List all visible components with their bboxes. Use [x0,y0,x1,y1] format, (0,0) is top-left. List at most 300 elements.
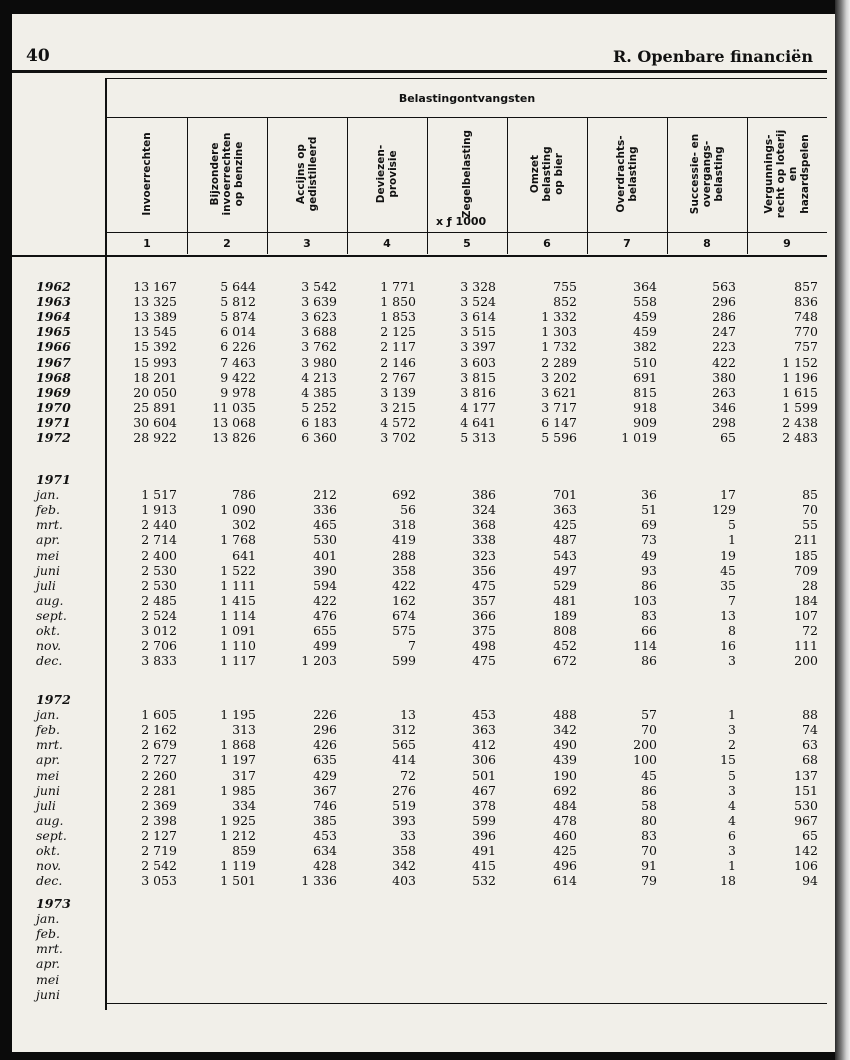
table-cell: 2 369 [141,797,177,813]
table-cell: 51 [641,502,657,518]
table-cell: 16 [720,638,736,654]
row-label: juli [36,577,56,593]
column-divider [747,118,748,254]
table-cell: 1 196 [782,369,818,385]
column-label: Invoerrechten [141,132,153,216]
table-cell: 3 623 [301,309,337,325]
table-cell: 85 [802,487,818,503]
table-cell: 6 014 [220,324,256,340]
table-cell: 6 360 [301,430,337,445]
table-cell: 66 [641,623,657,638]
column-divider [507,118,508,254]
table-cell: 68 [802,752,818,768]
table-cell: 30 604 [133,414,177,430]
table-cell: 358 [392,843,416,858]
table-cell: 211 [794,532,818,548]
table-cell: 342 [392,858,416,874]
column-header-1 [107,118,187,230]
column-number: 1 [143,237,151,250]
column-label: Vergunnings- recht op loterij en hazardspelen [763,129,811,219]
row-label: 1972 [36,430,71,445]
table-cell: 691 [633,369,657,385]
table-cell: 501 [472,767,496,783]
table-cell: 2 146 [380,354,416,370]
column-header-9 [747,118,827,230]
table-cell: 530 [313,532,337,548]
table-cell: 247 [712,324,736,340]
table-cell: 5 812 [220,294,256,310]
row-label: mrt. [36,737,63,753]
table-cell: 336 [313,502,337,518]
table-cell: 453 [472,707,496,723]
table-cell: 3 603 [460,354,496,370]
row-label: apr. [36,752,61,768]
table-cell: 475 [472,577,496,593]
row-label: 1970 [36,399,71,415]
column-label: Zegelbelasting [461,129,473,219]
column-label: Omzet belasting op bier [529,146,565,202]
table-cell: 4 572 [380,414,416,430]
table-cell: 6 183 [301,414,337,430]
table-cell: 414 [392,752,416,768]
column-label: Accijns op gedistilleerd [295,136,319,212]
row-label: mei [36,547,60,563]
table-cell: 510 [633,354,657,370]
table-cell: 3 833 [141,653,177,669]
table-cell: 425 [553,843,577,858]
top-rule [12,70,827,73]
column-number: 8 [703,237,711,250]
table-cell: 1 771 [380,279,416,294]
column-number: 6 [543,237,551,250]
table-cell: 465 [313,517,337,533]
table-cell: 200 [794,653,818,669]
row-label: okt. [36,843,61,858]
table-cell: 226 [313,707,337,723]
table-cell: 478 [553,812,577,828]
table-cell: 17 [720,487,736,503]
table-cell: 212 [313,487,337,503]
table-cell: 918 [633,399,657,415]
table-cell: 746 [313,797,337,813]
table-cell: 2 289 [541,354,577,370]
page-edge-shadow [835,0,850,1060]
table-cell: 70 [641,843,657,858]
table-cell: 5 313 [460,430,496,445]
table-cell: 19 [720,547,736,563]
table-cell: 1 605 [141,707,177,723]
table-cell: 7 [408,638,416,654]
column-divider [667,118,668,254]
row-label: juni [36,562,60,578]
table-cell: 114 [633,638,657,654]
table-cell: 142 [794,843,818,858]
table-cell: 1 850 [380,294,416,310]
table-cell: 2 485 [141,592,177,608]
table-cell: 425 [553,517,577,533]
table-cell: 1 517 [141,487,177,503]
table-cell: 755 [553,279,577,294]
table-cell: 18 [720,873,736,889]
column-number: 9 [783,237,791,250]
table-cell: 3 [728,843,736,858]
table-cell: 487 [553,532,577,548]
table-cell: 56 [400,502,416,518]
table-cell: 70 [641,722,657,738]
row-label: 1971 [36,414,71,430]
table-cell: 1 522 [220,562,256,578]
column-label: Bijzondere invoerrechten op benzine [209,132,245,216]
table-cell: 88 [802,707,818,723]
table-cell: 1 868 [220,737,256,753]
table-cell: 288 [392,547,416,563]
table-cell: 6 147 [541,414,577,430]
table-cell: 28 922 [133,430,177,445]
table-cell: 6 226 [220,339,256,355]
table-cell: 33 [400,827,416,843]
table-cell: 1 019 [621,430,657,445]
column-number: 7 [623,237,631,250]
row-label: feb. [36,722,60,738]
column-label: Successie- en overgangs- belasting [689,133,725,215]
table-cell: 2 530 [141,562,177,578]
table-cell: 429 [313,767,337,783]
row-label: 1966 [36,339,71,355]
row-label: dec. [36,873,63,889]
table-cell: 1 336 [301,873,337,889]
table-cell: 5 596 [541,430,577,445]
row-label: sept. [36,827,67,843]
row-label: apr. [36,532,61,548]
column-divider [427,118,428,254]
table-cell: 422 [712,354,736,370]
table-cell: 45 [641,767,657,783]
row-label: juni [36,782,60,798]
table-cell: 111 [794,638,818,654]
table-cell: 7 463 [220,354,256,370]
table-cell: 3 524 [460,294,496,310]
table-cell: 151 [794,782,818,798]
table-cell: 2 719 [141,843,177,858]
table-cell: 836 [794,294,818,310]
table-cell: 15 993 [133,354,177,370]
table-cell: 530 [794,797,818,813]
unit-label: x ƒ 1000 [436,215,487,228]
table-cell: 563 [712,279,736,294]
table-cell: 72 [802,623,818,638]
table-cell: 72 [400,767,416,783]
table-cell: 1 925 [220,812,256,828]
table-cell: 1 203 [301,653,337,669]
document-page [12,14,835,1052]
table-cell: 490 [553,737,577,753]
table-cell: 422 [313,592,337,608]
table-cell: 86 [641,577,657,593]
table-cell: 1 303 [541,324,577,340]
table-cell: 200 [633,737,657,753]
table-cell: 412 [472,737,496,753]
row-label: 1965 [36,324,71,340]
table-cell: 2 679 [141,737,177,753]
table-cell: 2 767 [380,369,416,385]
table-cell: 375 [472,623,496,638]
table-cell: 13 545 [133,324,177,340]
row-label: feb. [36,502,60,518]
table-cell: 3 702 [380,430,416,445]
table-cell: 519 [392,797,416,813]
table-cell: 20 050 [133,384,177,400]
table-cell: 1 195 [220,707,256,723]
table-cell: 74 [802,722,818,738]
table-cell: 419 [392,532,416,548]
table-cell: 594 [313,577,337,593]
table-cell: 15 [720,752,736,768]
column-number: 5 [463,237,471,250]
table-cell: 3 980 [301,354,337,370]
table-cell: 356 [472,562,496,578]
table-cell: 475 [472,653,496,669]
table-cell: 385 [313,812,337,828]
table-cell: 4 [728,797,736,813]
table-cell: 9 978 [220,384,256,400]
table-cell: 1 615 [782,384,818,400]
table-cell: 58 [641,797,657,813]
table-cell: 13 389 [133,309,177,325]
section-year-heading: 1972 [36,692,71,707]
table-cell: 426 [313,737,337,753]
table-cell: 15 392 [133,339,177,355]
table-cell: 28 [802,577,818,593]
table-cell: 390 [313,562,337,578]
table-cell: 3 762 [301,339,337,355]
table-cell: 641 [232,547,256,563]
table-cell: 3 397 [460,339,496,355]
table-cell: 65 [720,430,736,445]
table-cell: 1 114 [220,607,256,623]
row-label: 1967 [36,354,71,370]
table-cell: 614 [553,873,577,889]
table-cell: 1 111 [220,577,256,593]
table-cell: 2 400 [141,547,177,563]
table-cell: 276 [392,782,416,798]
table-cell: 306 [472,752,496,768]
row-label: nov. [36,638,62,654]
table-cell: 3 202 [541,369,577,385]
table-cell: 2 281 [141,782,177,798]
table-cell: 692 [392,487,416,503]
table-cell: 2 542 [141,858,177,874]
table-cell: 2 714 [141,532,177,548]
table-cell: 1 415 [220,592,256,608]
table-cell: 378 [472,797,496,813]
table-cell: 4 641 [460,414,496,430]
table-cell: 565 [392,737,416,753]
table-cell: 3 [728,782,736,798]
table-cell: 13 [400,707,416,723]
row-label: mrt. [36,517,63,533]
table-cell: 4 385 [301,384,337,400]
table-cell: 45 [720,562,736,578]
table-cell: 1 119 [220,858,256,874]
table-cell: 63 [802,737,818,753]
table-cell: 2 260 [141,767,177,783]
table-cell: 324 [472,502,496,518]
section-year-heading: 1971 [36,472,71,487]
table-cell: 1 [728,858,736,874]
table-cell: 382 [633,339,657,355]
table-cell: 2 125 [380,324,416,340]
table-cell: 757 [794,339,818,355]
column-divider [187,118,188,254]
table-cell: 129 [712,502,736,518]
table-cell: 13 826 [212,430,256,445]
table-cell: 2 483 [782,430,818,445]
group-header: Belastingontvangsten [398,92,536,105]
header-rule-top [107,78,827,79]
table-cell: 748 [794,309,818,325]
table-cell: 496 [553,858,577,874]
table-cell: 5 [728,767,736,783]
table-cell: 302 [232,517,256,533]
table-cell: 79 [641,873,657,889]
row-label: juli [36,797,56,813]
column-header-5 [427,118,507,230]
table-cell: 599 [392,653,416,669]
table-cell: 36 [641,487,657,503]
table-cell: 106 [794,858,818,874]
table-cell: 3 815 [460,369,496,385]
table-cell: 422 [392,577,416,593]
table-cell: 3 328 [460,279,496,294]
table-cell: 1 091 [220,623,256,638]
table-cell: 3 621 [541,384,577,400]
table-cell: 5 644 [220,279,256,294]
table-cell: 334 [232,797,256,813]
table-cell: 35 [720,577,736,593]
number-row-rule-top [107,232,827,233]
table-cell: 1 332 [541,309,577,325]
column-label: Overdrachts- belasting [615,135,639,213]
table-cell: 346 [712,399,736,415]
table-cell: 103 [633,592,657,608]
table-cell: 317 [232,767,256,783]
table-cell: 57 [641,707,657,723]
table-cell: 83 [641,607,657,623]
table-cell: 2 162 [141,722,177,738]
table-cell: 3 639 [301,294,337,310]
column-divider [347,118,348,254]
table-cell: 4 213 [301,369,337,385]
column-label: Deviezen- provisie [375,144,399,204]
table-cell: 1 117 [220,653,256,669]
table-cell: 80 [641,812,657,828]
table-cell: 189 [553,607,577,623]
table-cell: 2 398 [141,812,177,828]
table-cell: 223 [712,339,736,355]
table-cell: 403 [392,873,416,889]
row-label: 1964 [36,309,71,325]
table-cell: 86 [641,782,657,798]
table-cell: 185 [794,547,818,563]
column-header-7 [587,118,667,230]
table-cell: 439 [553,752,577,768]
row-label: jan. [36,487,60,503]
table-cell: 69 [641,517,657,533]
row-label: sept. [36,607,67,623]
table-cell: 543 [553,547,577,563]
column-header-4 [347,118,427,230]
table-cell: 162 [392,592,416,608]
table-cell: 459 [633,324,657,340]
table-cell: 396 [472,827,496,843]
table-cell: 491 [472,843,496,858]
row-label: jan. [36,911,60,927]
table-cell: 366 [472,607,496,623]
row-label: apr. [36,956,61,972]
table-cell: 967 [794,812,818,828]
table-cell: 380 [712,369,736,385]
table-cell: 599 [472,812,496,828]
column-divider [587,118,588,254]
table-cell: 3 139 [380,384,416,400]
table-cell: 3 542 [301,279,337,294]
table-cell: 499 [313,638,337,654]
table-cell: 786 [232,487,256,503]
table-cell: 498 [472,638,496,654]
table-cell: 1 501 [220,873,256,889]
table-cell: 2 127 [141,827,177,843]
table-cell: 386 [472,487,496,503]
table-cell: 3 [728,722,736,738]
table-cell: 286 [712,309,736,325]
table-cell: 5 874 [220,309,256,325]
table-cell: 296 [313,722,337,738]
table-cell: 2 524 [141,607,177,623]
table-cell: 86 [641,653,657,669]
table-cell: 363 [472,722,496,738]
table-cell: 2 706 [141,638,177,654]
table-cell: 558 [633,294,657,310]
table-cell: 25 891 [133,399,177,415]
table-cell: 1 985 [220,782,256,798]
table-cell: 701 [553,487,577,503]
table-cell: 100 [633,752,657,768]
table-cell: 2 438 [782,414,818,430]
table-cell: 3 [728,653,736,669]
page-number: 40 [26,46,50,66]
column-divider [267,118,268,254]
table-cell: 3 215 [380,399,416,415]
table-cell: 70 [802,502,818,518]
table-cell: 1 197 [220,752,256,768]
row-label: juni [36,986,60,1002]
table-cell: 770 [794,324,818,340]
row-label: 1969 [36,384,71,400]
section-year-heading: 1973 [36,896,71,911]
table-cell: 357 [472,592,496,608]
table-cell: 190 [553,767,577,783]
row-label: dec. [36,653,63,669]
table-cell: 3 053 [141,873,177,889]
table-cell: 1 853 [380,309,416,325]
table-cell: 358 [392,562,416,578]
table-cell: 1 [728,532,736,548]
table-cell: 909 [633,414,657,430]
table-cell: 1 732 [541,339,577,355]
table-cell: 4 [728,812,736,828]
table-cell: 263 [712,384,736,400]
row-label: aug. [36,592,64,608]
